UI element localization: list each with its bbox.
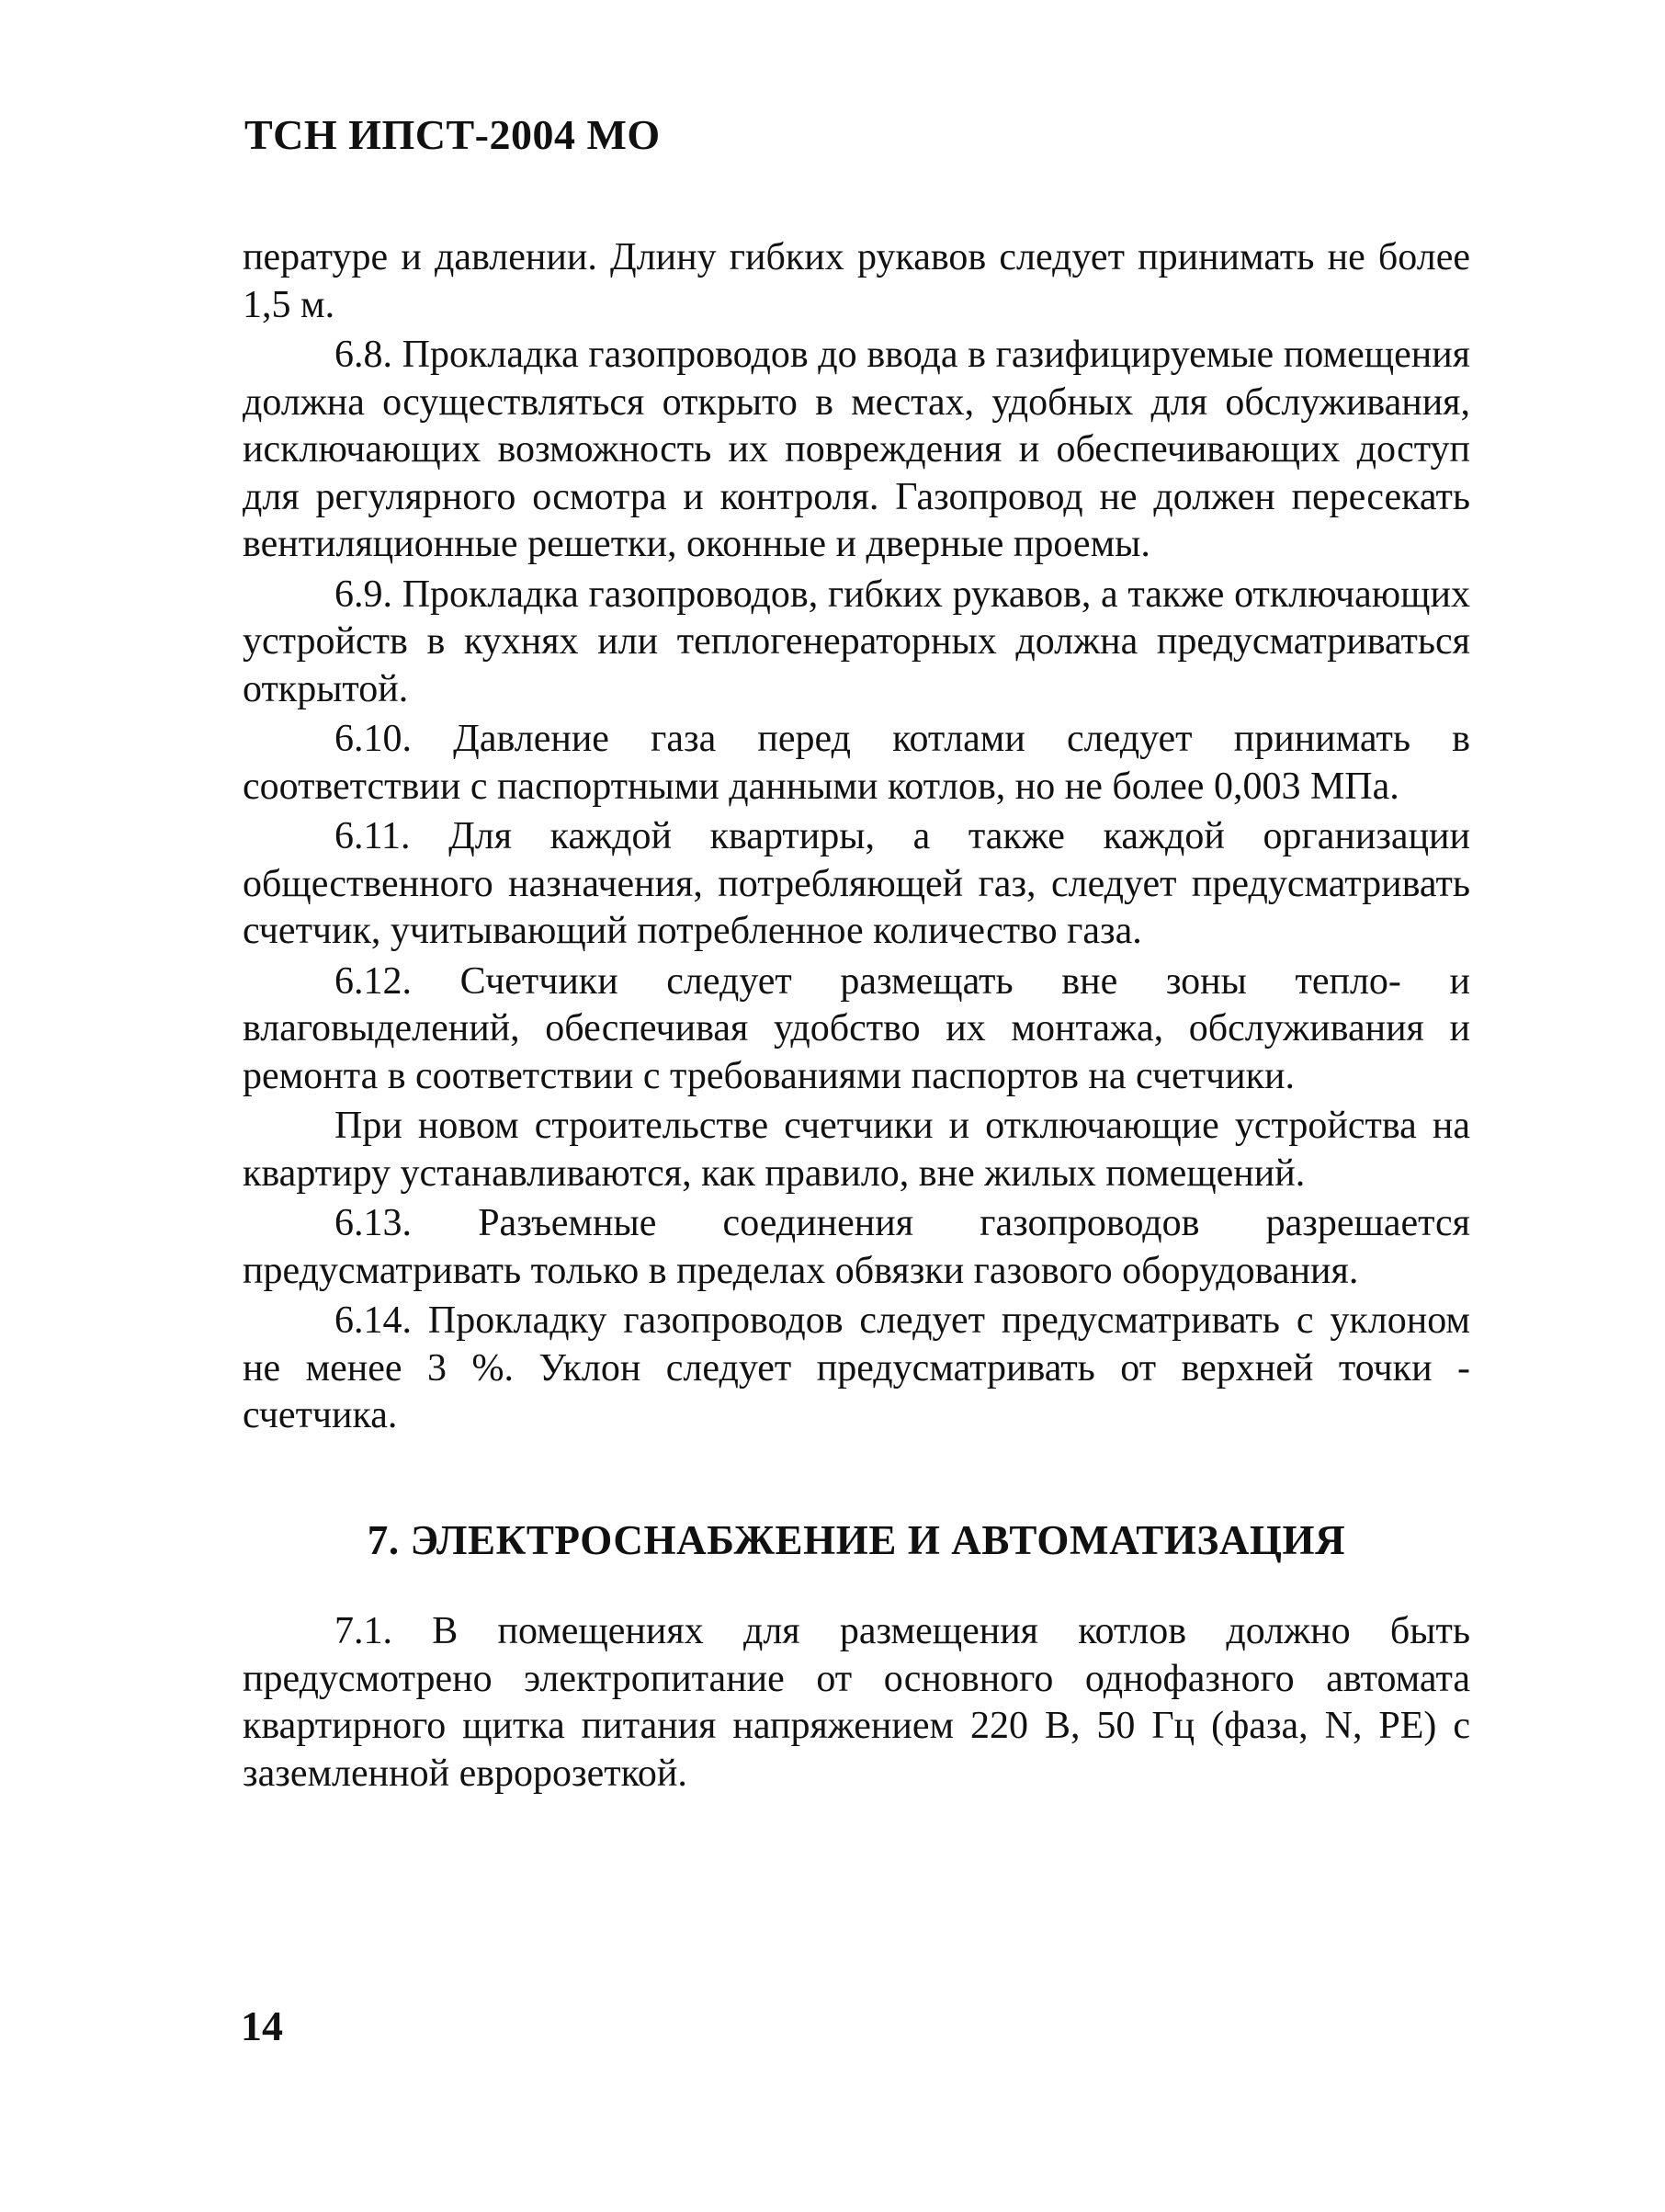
paragraph-6-9: 6.9. Прокладка газопроводов, гибких рукавов, а также отключающих устройств в кухнях или теплогенераторных должна предусматриваться открытой. bbox=[243, 573, 1470, 710]
section-heading: 7. ЭЛЕКТРОСНАБЖЕНИЕ И АВТОМАТИЗАЦИЯ bbox=[367, 1517, 1346, 1563]
section-text bbox=[243, 1608, 1470, 1798]
body-text bbox=[243, 234, 1470, 1443]
paragraph-6-13: 6.13. Разъемные соединения газопроводов разрешается предусматривать только в пределах обвязки газового оборудования. bbox=[243, 1202, 1470, 1292]
paragraph-continuation: пературе и давлении. Длину гибких рукавов следует принимать не более 1,5 м. bbox=[243, 236, 1470, 326]
running-header: ТСН ИПСТ-2004 МО bbox=[244, 111, 661, 158]
paragraph-6-8: 6.8. Прокладка газопроводов до ввода в газифицируемые помещения должна осуществляться открыто в местах, удобных для обслуживания, исключающих возможность их повреждения и обеспечивающих доступ для регулярного осмотра и контроля. Газопровод не должен пересекать вентиляционные решетки, оконные и дверные проемы. bbox=[243, 334, 1470, 565]
paragraph-new-construction: При новом строительстве счетчики и отключающие устройства на квартиру устанавливаются, как правило, вне жилых помещений. bbox=[243, 1105, 1470, 1195]
paragraph-6-10: 6.10. Давление газа перед котлами следует принимать в соответствии с паспортными данными котлов, но не более 0,003 МПа. bbox=[243, 718, 1470, 808]
paragraph-6-14: 6.14. Прокладку газопроводов следует предусматривать с уклоном не менее 3 %. Уклон следует предусматривать от верхней точки - счетчика. bbox=[243, 1299, 1470, 1436]
paragraph-6-12: 6.12. Счетчики следует размещать вне зоны тепло- и влаговыделений, обеспечивая удобство их монтажа, обслуживания и ремонта в соответствии с требованиями паспортов на счетчики. bbox=[243, 959, 1470, 1097]
paragraph-6-11: 6.11. Для каждой квартиры, а также каждой организации общественного назначения, потребляющей газ, следует предусматривать счетчик, учитывающий потребленное количество газа. bbox=[243, 815, 1470, 952]
paragraph-7-1: 7.1. В помещениях для размещения котлов должно быть предусмотрено электропитание от основного однофазного автомата квартирного щитка питания напряжением 220 В, 50 Гц (фаза, N, PE) с заземленной евророзеткой. bbox=[243, 1610, 1470, 1795]
page-number: 14 bbox=[241, 2002, 283, 2049]
